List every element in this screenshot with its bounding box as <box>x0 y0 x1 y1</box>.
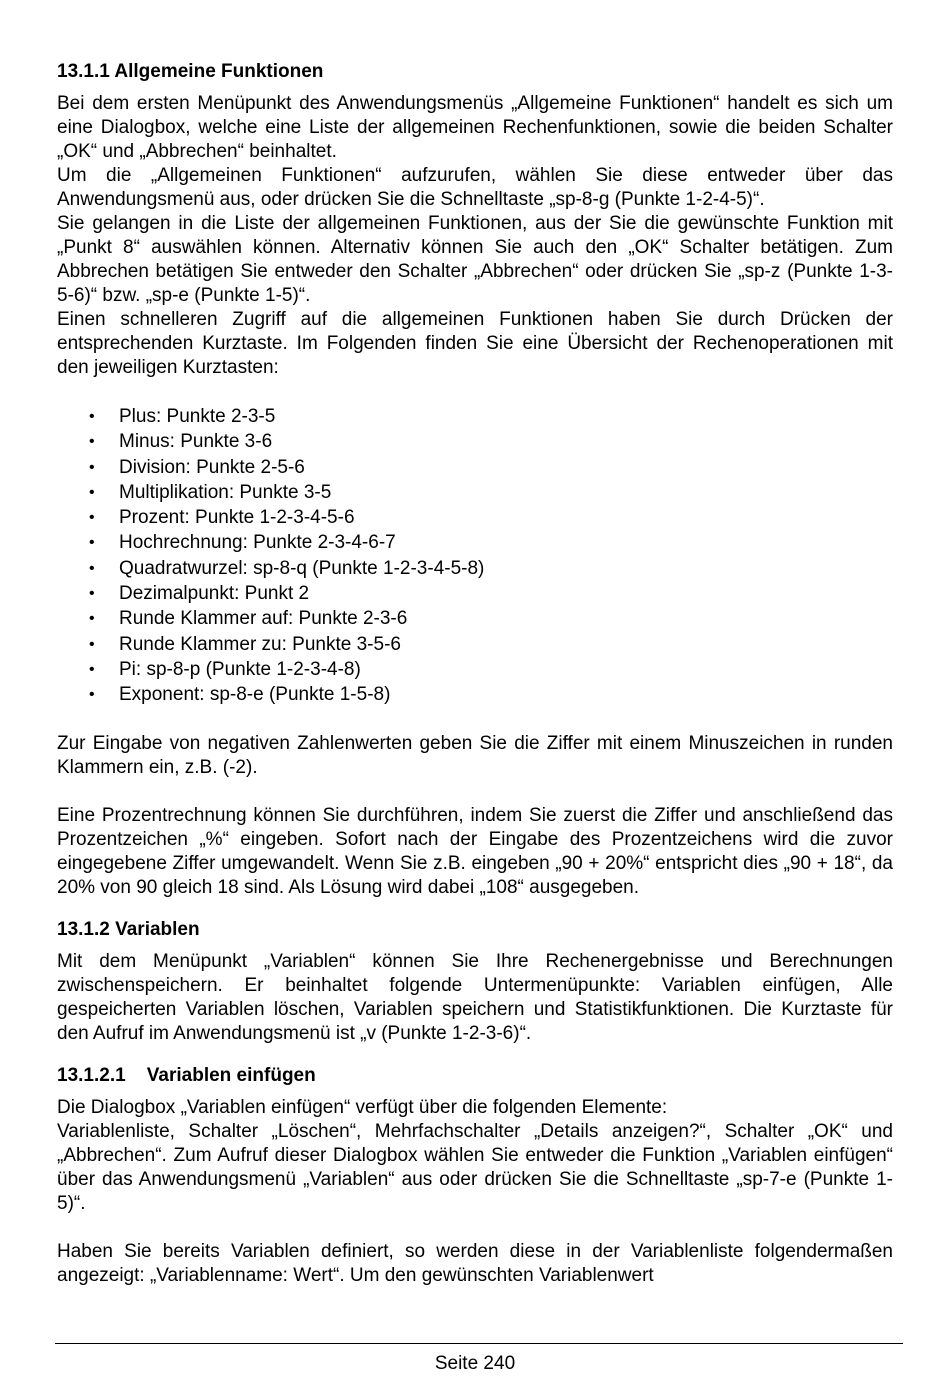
shortcut-list <box>57 404 893 708</box>
list-item: • Runde Klammer auf: Punkte 2-3-6 <box>57 606 893 631</box>
bullet-icon: • <box>89 585 95 603</box>
page-number: Seite 240 <box>434 1353 516 1374</box>
spacer <box>57 1216 893 1240</box>
paragraph: Haben Sie bereits Variablen definiert, so werden diese in der Variablenliste folgendermaßen angezeigt: „Variablenname: Wert“. Um den gewünschten Variablenwert <box>57 1240 893 1286</box>
bullet-icon: • <box>89 433 95 451</box>
heading-variablen-einfuegen: 13.1.2.1 Variablen einfügen <box>57 1064 316 1086</box>
list-item: • Runde Klammer zu: Punkte 3-5-6 <box>57 632 893 657</box>
spacer <box>57 708 893 732</box>
list-item: • Pi: sp-8-p (Punkte 1-2-3-4-8) <box>57 657 893 682</box>
bullet-icon: • <box>89 559 95 577</box>
spacer <box>57 900 893 918</box>
document-page <box>57 60 893 1288</box>
list-item: • Prozent: Punkte 1-2-3-4-5-6 <box>57 505 893 530</box>
bullet-icon: • <box>89 610 95 628</box>
spacer <box>57 1046 893 1064</box>
paragraph: Eine Prozentrechnung können Sie durchführen, indem Sie zuerst die Ziffer und anschließend das Prozentzeichen „%“ eingeben. Sofort nach der Eingabe des Prozentzeichens wird die zuvor eingegebene Ziffer umgewandelt. Wenn Sie z.B. eingeben „90 + 20%“ entspricht dies „90 + 18“, da 20% von 90 gleich 18 sind. Als Lösung wird dabei „108“ ausgegeben. <box>57 804 893 898</box>
bullet-icon: • <box>89 635 95 653</box>
heading-variablen: 13.1.2 Variablen <box>57 918 200 940</box>
bullet-icon: • <box>89 509 95 527</box>
list-item: • Multiplikation: Punkte 3-5 <box>57 480 893 505</box>
paragraph: Die Dialogbox „Variablen einfügen“ verfügt über die folgenden Elemente: <box>57 1096 668 1118</box>
paragraph: Sie gelangen in die Liste der allgemeinen Funktionen, aus der Sie die gewünschte Funktion mit „Punkt 8“ auswählen können. Alternativ können Sie auch den „OK“ Schalter betätigen. Zum Abbrechen betätigen Sie entweder den Schalter „Abbrechen“ oder drücken Sie „sp-z (Punkte 1-3-5-6)“ bzw. „sp-e (Punkte 1-5)“. <box>57 213 893 306</box>
spacer <box>57 780 893 804</box>
paragraph: Bei dem ersten Menüpunkt des Anwendungsmenüs „Allgemeine Funktionen“ handelt es sich um eine Dialogbox, welche eine Liste der allgemeinen Rechenfunktionen, sowie die beiden Schalter „OK“ und „Abbrechen“ beinhaltet. <box>57 93 893 162</box>
list-item: • Exponent: sp-8-e (Punkte 1-5-8) <box>57 682 893 707</box>
bullet-icon: • <box>89 458 95 476</box>
bullet-icon: • <box>89 534 95 552</box>
spacer <box>57 380 893 404</box>
paragraph: Mit dem Menüpunkt „Variablen“ können Sie Ihre Rechenergebnisse und Berechnungen zwischenspeichern. Er beinhaltet folgende Untermenüpunkte: Variablen einfügen, Alle gespeicherten Variablen löschen, Variablen speichern und Statistikfunktionen. Die Kurztaste für den Aufruf im Anwendungsmenü ist „v (Punkte 1-2-3-6)“. <box>57 950 893 1044</box>
heading-allgemeine-funktionen: 13.1.1 Allgemeine Funktionen <box>57 61 324 82</box>
bullet-icon: • <box>89 408 95 425</box>
list-item: • Minus: Punkte 3-6 <box>57 429 893 454</box>
paragraph: Zur Eingabe von negativen Zahlenwerten geben Sie die Ziffer mit einem Minuszeichen in runden Klammern ein, z.B. (-2). <box>57 732 893 778</box>
list-item: • Quadratwurzel: sp-8-q (Punkte 1-2-3-4-5-8) <box>57 556 893 581</box>
bullet-icon: • <box>89 660 95 678</box>
list-item: • Dezimalpunkt: Punkt 2 <box>57 581 893 606</box>
paragraph: Um die „Allgemeinen Funktionen“ aufzurufen, wählen Sie diese entweder über das Anwendungsmenü aus, oder drücken Sie die Schnelltaste „sp-8-g (Punkte 1-2-4-5)“. <box>57 165 893 210</box>
paragraph: Einen schnelleren Zugriff auf die allgemeinen Funktionen haben Sie durch Drücken der entsprechenden Kurztaste. Im Folgenden finden Sie eine Übersicht der Rechenoperationen mit den jeweiligen Kurztasten: <box>57 309 893 378</box>
bullet-icon: • <box>89 686 95 704</box>
list-item: • Plus: Punkte 2-3-5 <box>57 404 893 429</box>
list-item: • Division: Punkte 2-5-6 <box>57 455 893 480</box>
paragraph: Variablenliste, Schalter „Löschen“, Mehrfachschalter „Details anzeigen?“, Schalter „OK“ und „Abbrechen“. Zum Aufruf dieser Dialogbox wählen Sie entweder die Funktion „Variablen einfügen“ über das Anwendungsmenü „Variablen“ aus oder drücken Sie die Schnelltaste „sp-7-e (Punkte 1-5)“. <box>57 1120 893 1214</box>
list-item: • Hochrechnung: Punkte 2-3-4-6-7 <box>57 530 893 555</box>
footer-divider <box>55 1343 903 1344</box>
bullet-icon: • <box>89 483 95 501</box>
